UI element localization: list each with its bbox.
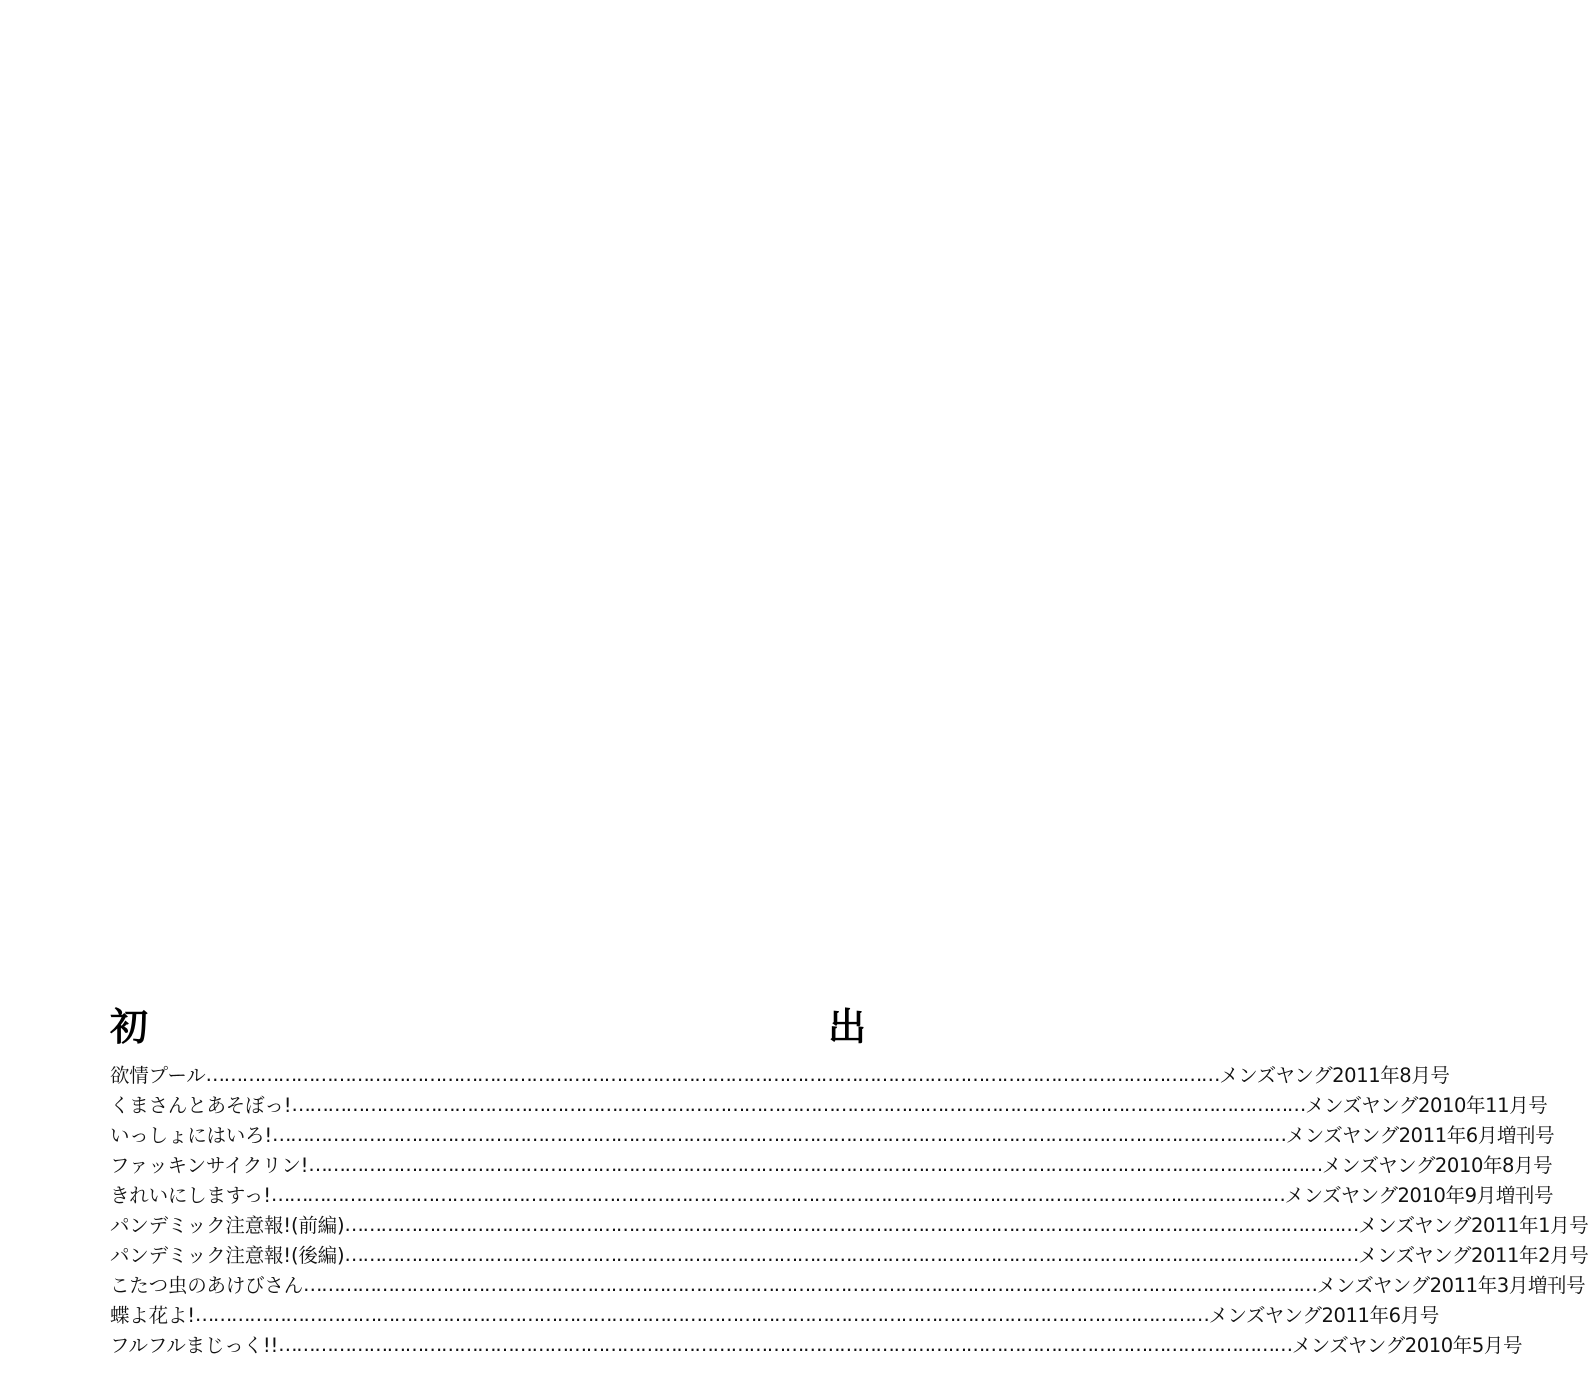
credit-source: メンズヤング2011年2月号	[1357, 1244, 1588, 1267]
leader-dots: ……………………………………………………………………………………………………………………………………………………	[278, 1333, 1292, 1356]
leader-dots: ……………………………………………………………………………………………………………………………………………………	[291, 1093, 1305, 1116]
credit-row	[110, 1273, 1586, 1306]
credit-title: 蝶よ花よ!	[110, 1304, 195, 1327]
credit-title: ファッキンサイクリン!	[110, 1154, 309, 1177]
credit-title-sub: (後編)	[290, 1244, 345, 1267]
credit-row	[110, 1063, 1450, 1096]
leader-dots: ……………………………………………………………………………………………………………………………………………………	[194, 1303, 1209, 1326]
leader-dots: ……………………………………………………………………………………………………………………………………………………	[205, 1063, 1220, 1086]
credit-source: メンズヤング2011年3月増刊号	[1316, 1274, 1586, 1297]
credit-title: パンデミック注意報!	[110, 1244, 291, 1267]
leader-dots: ……………………………………………………………………………………………………………………………………………………	[344, 1243, 1358, 1266]
credit-row	[110, 1303, 1439, 1336]
credit-row	[110, 1333, 1523, 1366]
heading-char-right: 出	[827, 1005, 866, 1049]
credit-row	[110, 1183, 1554, 1216]
credit-title: きれいにしますっ!	[110, 1184, 271, 1207]
leader-dots: ……………………………………………………………………………………………………………………………………………………	[308, 1153, 1322, 1176]
heading-char-left: 初	[110, 1005, 149, 1049]
credit-title: いっしょにはいろ!	[110, 1124, 273, 1147]
credit-title-sub: (前編)	[290, 1214, 345, 1237]
credit-row	[110, 1153, 1553, 1186]
credit-row	[110, 1123, 1555, 1156]
credit-row	[110, 1243, 1588, 1276]
credit-title: パンデミック注意報!	[110, 1214, 291, 1237]
section-heading	[110, 1005, 866, 1054]
credit-source: メンズヤング2011年1月号	[1357, 1214, 1588, 1237]
credit-source: メンズヤング2011年6月号	[1208, 1304, 1439, 1327]
credit-title: こたつ虫のあけびさん	[110, 1274, 304, 1297]
credit-source: メンズヤング2011年8月号	[1219, 1064, 1450, 1087]
leader-dots: ……………………………………………………………………………………………………………………………………………………	[270, 1183, 1285, 1206]
credit-source: メンズヤング2010年8月号	[1321, 1154, 1553, 1177]
credit-title: 欲情プール	[110, 1064, 206, 1087]
credits-list	[110, 1063, 1588, 1366]
leader-dots: ……………………………………………………………………………………………………………………………………………………	[303, 1273, 1317, 1296]
credit-source: メンズヤング2011年6月増刊号	[1285, 1124, 1555, 1147]
leader-dots: ……………………………………………………………………………………………………………………………………………………	[272, 1123, 1286, 1146]
credit-row	[110, 1213, 1588, 1246]
credit-source: メンズヤング2010年11月号	[1304, 1094, 1548, 1117]
credit-row	[110, 1093, 1548, 1126]
leader-dots: ……………………………………………………………………………………………………………………………………………………	[344, 1213, 1358, 1236]
credit-source: メンズヤング2010年5月号	[1291, 1334, 1523, 1357]
credit-title: フルフルまじっく!!	[110, 1334, 279, 1357]
credit-title: くまさんとあそぼっ!	[110, 1094, 292, 1117]
credit-source: メンズヤング2010年9月増刊号	[1284, 1184, 1554, 1207]
